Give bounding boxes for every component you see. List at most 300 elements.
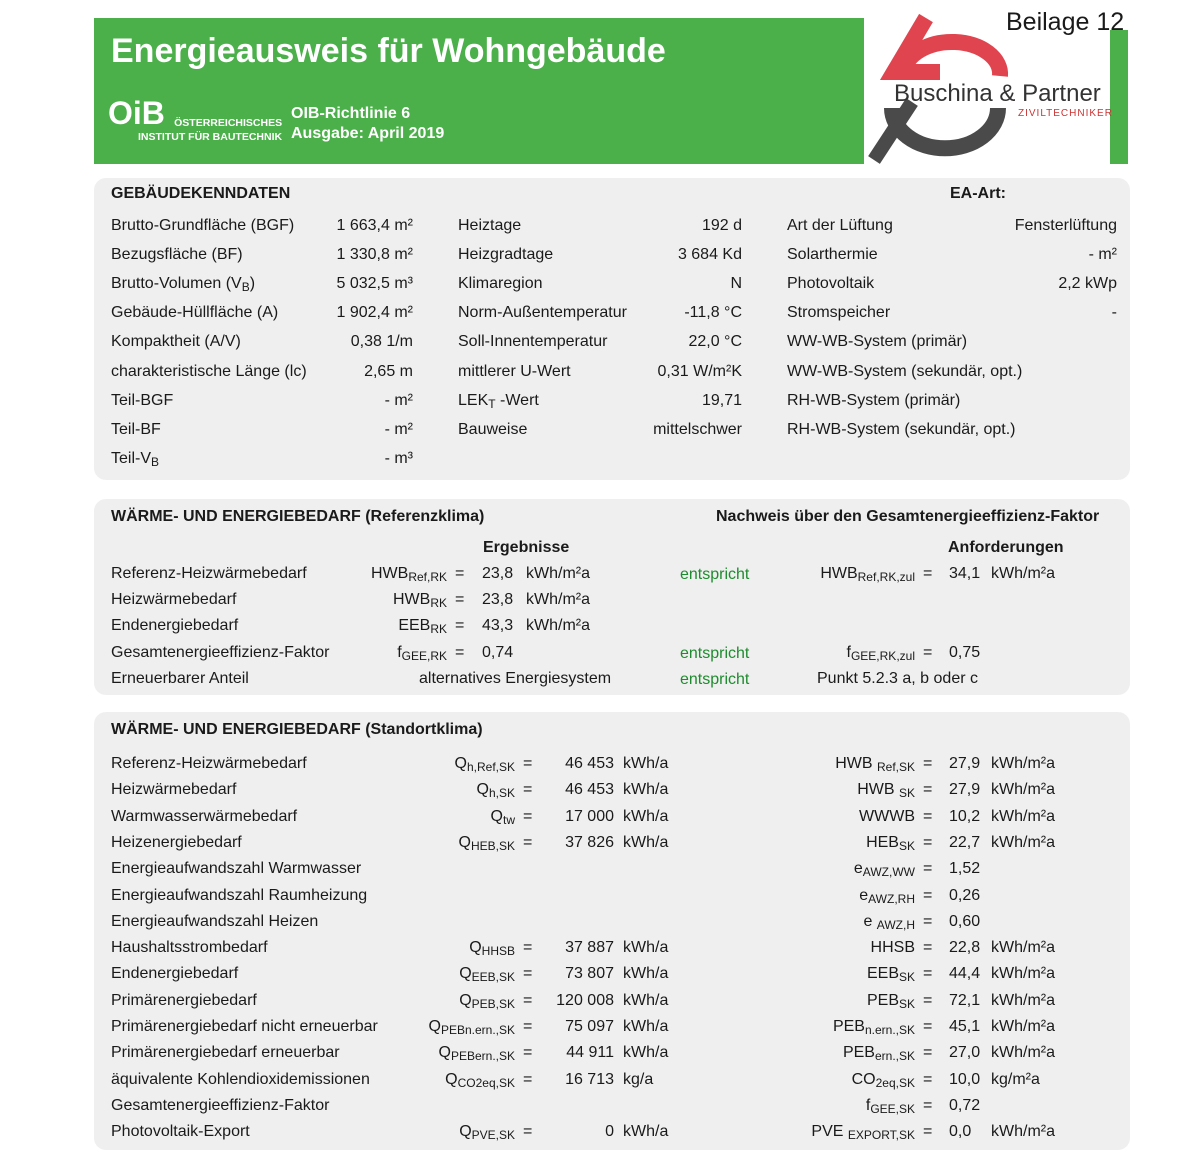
site-row-label: Primärenergiebedarf xyxy=(111,992,257,1009)
site-row-equals: = xyxy=(523,965,533,982)
label-text: mittlerer U-Wert xyxy=(458,363,571,380)
ref-row-value: 23,8 xyxy=(482,565,514,582)
symbol-text: Q xyxy=(490,808,503,825)
symbol-subscript: RK xyxy=(430,596,447,610)
site-row-symbol xyxy=(477,781,515,800)
building-col2-label xyxy=(458,333,607,351)
label-text: Stromspeicher xyxy=(787,304,891,321)
site-row-req-symbol xyxy=(833,1018,915,1037)
symbol-text: HWB xyxy=(393,591,431,608)
symbol-text: CO xyxy=(851,1071,876,1088)
site-row-label: Primärenergiebedarf nicht erneuerbar xyxy=(111,1018,378,1035)
site-row-value: 44 911 xyxy=(566,1044,614,1061)
site-row-label: Photovoltaik-Export xyxy=(111,1123,250,1140)
symbol-text: e xyxy=(859,887,869,904)
label-text: Heizgradtage xyxy=(458,246,554,263)
symbol-text: f xyxy=(397,644,402,661)
building-col2-label xyxy=(458,421,527,439)
ref-row-equals: = xyxy=(455,644,465,661)
site-row-symbol xyxy=(445,1071,515,1090)
symbol-text: Q xyxy=(476,781,489,798)
label-suffix: -Wert xyxy=(495,392,539,409)
label-text: Norm-Außentemperatur xyxy=(458,304,627,321)
symbol-text: HEB xyxy=(866,834,899,851)
site-row-equals: = xyxy=(523,1018,533,1035)
site-row-req-equals: = xyxy=(923,860,933,877)
building-col2-label xyxy=(458,392,539,411)
symbol-text: PEB xyxy=(866,992,899,1009)
site-row-req-equals: = xyxy=(923,887,933,904)
symbol-subscript: tw xyxy=(503,813,515,827)
site-row-req-value: 22,8 xyxy=(949,939,981,956)
building-col1-label xyxy=(111,363,307,381)
symbol-subscript: h,Ref,SK xyxy=(466,760,515,774)
site-row-req-symbol xyxy=(843,1044,915,1063)
site-row-label: Energieaufwandszahl Raumheizung xyxy=(111,887,368,904)
building-col1-value: - m² xyxy=(384,392,413,409)
site-row-label: äquivalente Kohlendioxidemissionen xyxy=(111,1071,370,1088)
site-row-symbol xyxy=(469,939,515,958)
symbol-text: f xyxy=(846,644,851,661)
site-row-symbol xyxy=(459,965,515,984)
site-row-req-symbol xyxy=(871,939,915,958)
site-row-req-value: 72,1 xyxy=(949,992,981,1009)
ref-row-req-value: 0,75 xyxy=(949,644,981,661)
symbol-text: Q xyxy=(459,992,472,1009)
label-text: Photovoltaik xyxy=(787,275,875,292)
symbol-text: Q xyxy=(454,755,467,772)
symbol-text: EEB xyxy=(398,617,431,634)
symbol-text: WWWB xyxy=(859,808,915,825)
building-col3-label xyxy=(787,246,878,264)
site-row-unit: kWh/a xyxy=(623,834,669,851)
site-row-unit: kWh/a xyxy=(623,965,669,982)
site-row-symbol xyxy=(429,1018,516,1037)
label-text: Teil-BGF xyxy=(111,392,174,409)
site-row-req-unit: kWh/m²a xyxy=(991,808,1055,825)
building-col1-label xyxy=(111,421,161,439)
site-row-req-equals: = xyxy=(923,834,933,851)
label-text: Brutto-Volumen (V xyxy=(111,275,242,292)
guideline-edition: Ausgabe: April 2019 xyxy=(291,125,445,142)
building-col2-value: 19,71 xyxy=(701,392,742,409)
site-row-equals: = xyxy=(523,939,533,956)
site-row-req-equals: = xyxy=(923,755,933,772)
site-row-equals: = xyxy=(523,1071,533,1088)
site-row-req-symbol xyxy=(863,913,915,932)
ref-row-status: entspricht xyxy=(680,645,750,662)
ref-row-label: Endenergiebedarf xyxy=(111,617,239,634)
site-row-req-equals: = xyxy=(923,781,933,798)
symbol-text: Q xyxy=(459,1123,472,1140)
site-row-equals: = xyxy=(523,834,533,851)
building-col3-value: - m² xyxy=(1088,246,1117,263)
site-row-unit: kg/a xyxy=(623,1071,654,1088)
label-text: Soll-Innentemperatur xyxy=(458,333,608,350)
site-row-unit: kWh/a xyxy=(623,992,669,1009)
symbol-subscript: h,SK xyxy=(488,786,515,800)
label-suffix: ) xyxy=(249,275,256,292)
site-row-req-symbol xyxy=(866,1097,915,1116)
site-row-value: 73 807 xyxy=(565,965,614,982)
site-row-req-symbol xyxy=(835,755,915,774)
building-col1-label xyxy=(111,304,278,322)
ref-row-req-symbol xyxy=(820,565,915,584)
ref-row-status: entspricht xyxy=(680,566,750,583)
building-col1-label xyxy=(111,392,173,410)
label-text: RH-WB-System (primär) xyxy=(787,392,961,409)
guideline-info xyxy=(291,104,444,144)
symbol-subscript: n.ern.,SK xyxy=(864,1023,915,1037)
building-col3-value: - xyxy=(1111,304,1117,321)
symbol-subscript: AWZ,WW xyxy=(862,865,915,879)
site-row-req-unit: kWh/m²a xyxy=(991,834,1055,851)
label-text: Solarthermie xyxy=(787,246,878,263)
symbol-subscript: SK xyxy=(898,786,915,800)
symbol-text: Q xyxy=(469,939,482,956)
site-row-req-unit: kWh/m²a xyxy=(991,965,1055,982)
symbol-subscript: EEB,SK xyxy=(471,970,515,984)
label-subscript: B xyxy=(241,280,250,294)
site-row-symbol xyxy=(459,1123,515,1142)
symbol-text: HWB xyxy=(857,781,899,798)
site-row-label: Endenergiebedarf xyxy=(111,965,239,982)
oib-institute xyxy=(138,116,282,144)
building-col1-value: 1 902,4 m² xyxy=(336,304,413,321)
ref-row-req-equals: = xyxy=(923,565,933,582)
site-row-req-equals: = xyxy=(923,939,933,956)
building-col2-label xyxy=(458,363,571,381)
symbol-subscript: SK xyxy=(898,839,915,853)
label-text: Heiztage xyxy=(458,217,522,234)
ref-row-req-symbol xyxy=(847,644,915,663)
site-row-req-value: 0,26 xyxy=(949,887,981,904)
site-row-req-equals: = xyxy=(923,1018,933,1035)
guideline-name: OIB-Richtlinie 6 xyxy=(291,105,411,122)
site-row-label: Haushaltsstrombedarf xyxy=(111,939,268,956)
building-col2-value: mittelschwer xyxy=(653,421,742,438)
ref-row-symbol xyxy=(393,591,447,610)
page-title: Energieausweis für Wohngebäude xyxy=(111,32,666,70)
site-row-value: 37 826 xyxy=(565,834,614,851)
requirements-heading: Anforderungen xyxy=(948,539,1064,556)
symbol-subscript: RK xyxy=(430,622,447,636)
building-col1-label xyxy=(111,450,159,469)
ea-type-label: EA-Art: xyxy=(950,185,1006,202)
site-row-label: Referenz-Heizwärmebedarf xyxy=(111,755,307,772)
building-col3-label xyxy=(787,217,893,235)
site-row-req-unit: kWh/m²a xyxy=(991,1018,1055,1035)
building-col1-value: 0,38 1/m xyxy=(350,333,413,350)
building-col3-label xyxy=(787,333,967,351)
symbol-subscript: 2eq,SK xyxy=(875,1076,915,1090)
site-row-req-symbol xyxy=(859,808,915,827)
renewable-status: entspricht xyxy=(680,671,750,688)
site-row-label: Gesamtenergieeffizienz-Faktor xyxy=(111,1097,330,1114)
symbol-subscript: AWZ,RH xyxy=(868,892,915,906)
symbol-text: HHSB xyxy=(870,939,915,956)
building-col3-label xyxy=(787,392,960,410)
reference-climate-panel xyxy=(94,499,1130,695)
building-col3-label xyxy=(787,363,1022,381)
site-row-req-unit: kWh/m²a xyxy=(991,755,1055,772)
oib-line1: ÖSTERREICHISCHES xyxy=(174,117,283,129)
site-row-unit: kWh/a xyxy=(623,939,669,956)
site-row-label: Energieaufwandszahl Heizen xyxy=(111,913,319,930)
label-text: WW-WB-System (sekundär, opt.) xyxy=(787,363,1023,380)
gee-proof-heading: Nachweis über den Gesamtenergieeffizienz-Faktor xyxy=(716,508,1100,525)
site-row-unit: kWh/a xyxy=(623,1123,669,1140)
site-row-symbol xyxy=(459,992,515,1011)
ref-row-value: 0,74 xyxy=(482,644,514,661)
site-row-req-value: 1,52 xyxy=(949,860,981,877)
oib-logo-text: OiB xyxy=(108,96,165,130)
site-row-unit: kWh/a xyxy=(623,1044,669,1061)
symbol-subscript: Ref,RK xyxy=(408,570,447,584)
label-text: Bezugsfläche (BF) xyxy=(111,246,243,263)
building-col1-value: 1 663,4 m² xyxy=(336,217,413,234)
building-col1-value: - m² xyxy=(384,421,413,438)
ref-row-value: 23,8 xyxy=(482,591,514,608)
building-col2-value: 22,0 °C xyxy=(688,333,742,350)
results-heading: Ergebnisse xyxy=(483,539,570,556)
site-row-req-unit: kWh/m²a xyxy=(991,781,1055,798)
site-row-req-equals: = xyxy=(923,992,933,1009)
site-row-req-value: 10,2 xyxy=(949,808,981,825)
site-row-unit: kWh/a xyxy=(623,781,669,798)
site-row-symbol xyxy=(455,755,515,774)
site-row-req-equals: = xyxy=(923,1123,933,1140)
site-row-label: Energieaufwandszahl Warmwasser xyxy=(111,860,362,877)
ref-row-value: 43,3 xyxy=(482,617,514,634)
ref-row-unit: kWh/m²a xyxy=(526,591,590,608)
site-row-req-value: 10,0 xyxy=(949,1071,981,1088)
symbol-text: EEB xyxy=(866,965,899,982)
ref-row-symbol xyxy=(371,565,447,584)
site-row-req-equals: = xyxy=(923,913,933,930)
label-subscript: T xyxy=(488,397,496,411)
site-row-req-symbol xyxy=(811,1123,915,1142)
site-row-symbol xyxy=(491,808,515,827)
symbol-subscript: PEB,SK xyxy=(471,997,515,1011)
site-row-req-symbol xyxy=(852,1071,915,1090)
site-row-req-equals: = xyxy=(923,1044,933,1061)
site-row-value: 37 887 xyxy=(565,939,614,956)
renewable-text: alternatives Energiesystem xyxy=(419,670,612,687)
site-row-req-equals: = xyxy=(923,1097,933,1114)
site-row-req-unit: kWh/m²a xyxy=(991,992,1055,1009)
site-row-req-symbol xyxy=(866,834,915,853)
building-col2-value: 0,31 W/m²K xyxy=(657,363,742,380)
site-row-label: Warmwasserwärmebedarf xyxy=(111,808,298,825)
site-row-req-value: 27,9 xyxy=(949,755,981,772)
site-heading: WÄRME- UND ENERGIEBEDARF (Standortklima) xyxy=(111,721,483,738)
site-row-req-equals: = xyxy=(923,1071,933,1088)
symbol-subscript: Ref,SK xyxy=(876,760,915,774)
symbol-subscript: Ref,RK,zul xyxy=(857,570,915,584)
label-subscript: B xyxy=(151,455,160,469)
site-row-req-value: 0,72 xyxy=(949,1097,981,1114)
header-banner xyxy=(94,18,864,164)
symbol-text: Q xyxy=(445,1071,458,1088)
building-col3-label xyxy=(787,275,874,293)
symbol-subscript: GEE,SK xyxy=(870,1102,915,1116)
symbol-subscript: PVE,SK xyxy=(471,1128,515,1142)
symbol-text: e xyxy=(853,860,863,877)
symbol-text: Q xyxy=(438,1044,451,1061)
building-col1-value: 5 032,5 m³ xyxy=(336,275,413,292)
symbol-text: f xyxy=(865,1097,871,1114)
building-col1-label xyxy=(111,217,294,235)
building-col2-value: 3 684 Kd xyxy=(677,246,742,263)
label-text: RH-WB-System (sekundär, opt.) xyxy=(787,421,1016,438)
symbol-text: PEB xyxy=(832,1018,865,1035)
building-col1-value: 2,65 m xyxy=(364,363,413,380)
site-row-equals: = xyxy=(523,755,533,772)
symbol-subscript: SK xyxy=(898,970,915,984)
site-row-req-value: 0,0 xyxy=(949,1123,972,1140)
label-text: Bauweise xyxy=(458,421,528,438)
label-text: WW-WB-System (primär) xyxy=(787,333,968,350)
site-row-req-equals: = xyxy=(923,808,933,825)
building-col2-value: -11,8 °C xyxy=(684,304,742,321)
site-row-req-value: 44,4 xyxy=(949,965,981,982)
building-col2-label xyxy=(458,246,553,264)
renewable-label: Erneuerbarer Anteil xyxy=(111,670,249,687)
building-col1-label xyxy=(111,246,243,264)
symbol-text: PEB xyxy=(842,1044,875,1061)
site-row-label: Heizwärmebedarf xyxy=(111,781,237,798)
company-name: Buschina & Partner xyxy=(894,80,1101,107)
label-text: Kompaktheit (A/V) xyxy=(111,333,241,350)
site-row-value: 75 097 xyxy=(565,1018,614,1035)
symbol-subscript: ern.,SK xyxy=(874,1049,915,1063)
site-row-equals: = xyxy=(523,808,533,825)
ref-row-req-unit: kWh/m²a xyxy=(991,565,1055,582)
site-row-equals: = xyxy=(523,1123,533,1140)
building-col1-label xyxy=(111,333,241,351)
symbol-subscript: HEB,SK xyxy=(470,839,515,853)
site-row-value: 0 xyxy=(605,1123,614,1140)
site-row-req-value: 45,1 xyxy=(949,1018,981,1035)
site-row-req-unit: kWh/m²a xyxy=(991,1123,1055,1140)
symbol-text: HWB xyxy=(835,755,877,772)
building-col3-label xyxy=(787,421,1016,439)
site-row-unit: kWh/a xyxy=(623,808,669,825)
symbol-text: HWB xyxy=(820,565,858,582)
building-col1-value: 1 330,8 m² xyxy=(336,246,413,263)
building-col1-value: - m³ xyxy=(384,450,413,467)
building-col2-label xyxy=(458,275,542,293)
attachment-label: Beilage 12 xyxy=(1006,8,1125,36)
building-col3-value: Fensterlüftung xyxy=(1014,217,1117,234)
building-col3-value: 2,2 kWp xyxy=(1058,275,1117,292)
symbol-text: HWB xyxy=(370,565,409,582)
site-row-unit: kWh/a xyxy=(623,1018,669,1035)
label-text: Gebäude-Hüllfläche (A) xyxy=(111,304,279,321)
building-col2-label xyxy=(458,217,521,235)
label-text: Teil-V xyxy=(111,450,152,467)
site-row-req-symbol xyxy=(854,860,915,879)
site-row-label: Heizenergiebedarf xyxy=(111,834,242,851)
building-col2-value: N xyxy=(730,275,742,292)
site-row-label: Primärenergiebedarf erneuerbar xyxy=(111,1044,340,1061)
label-text: Brutto-Grundfläche (BGF) xyxy=(111,217,295,234)
symbol-text: Q xyxy=(458,834,471,851)
site-row-req-unit: kWh/m²a xyxy=(991,939,1055,956)
reference-heading: WÄRME- UND ENERGIEBEDARF (Referenzklima) xyxy=(111,508,485,525)
ref-row-equals: = xyxy=(455,617,465,634)
site-row-value: 16 713 xyxy=(565,1071,614,1088)
ref-row-label: Gesamtenergieeffizienz-Faktor xyxy=(111,644,330,661)
site-row-req-value: 22,7 xyxy=(949,834,981,851)
building-col3-label xyxy=(787,304,890,322)
ref-row-unit: kWh/m²a xyxy=(526,617,590,634)
site-row-value: 46 453 xyxy=(565,781,614,798)
ref-row-symbol xyxy=(397,644,447,663)
label-text: Art der Lüftung xyxy=(787,217,893,234)
symbol-subscript: CO2eq,SK xyxy=(457,1076,515,1090)
label-text: charakteristische Länge (lc) xyxy=(111,363,307,380)
ref-row-unit: kWh/m²a xyxy=(526,565,590,582)
symbol-subscript: GEE,RK xyxy=(401,649,447,663)
site-row-equals: = xyxy=(523,781,533,798)
site-row-symbol xyxy=(439,1044,515,1063)
symbol-text: PVE xyxy=(811,1123,848,1140)
site-row-equals: = xyxy=(523,992,533,1009)
ref-row-equals: = xyxy=(455,591,465,608)
renewable-requirement: Punkt 5.2.3 a, b oder c xyxy=(817,670,978,687)
symbol-text: e xyxy=(863,913,877,930)
symbol-subscript: GEE,RK,zul xyxy=(850,649,915,663)
ref-row-req-equals: = xyxy=(923,644,933,661)
building-col2-value: 192 d xyxy=(701,217,742,234)
site-row-req-unit: kWh/m²a xyxy=(991,1044,1055,1061)
building-col1-label xyxy=(111,275,255,294)
site-row-req-value: 27,9 xyxy=(949,781,981,798)
site-row-value: 120 008 xyxy=(556,992,614,1009)
site-row-req-unit: kg/m²a xyxy=(991,1071,1040,1088)
ref-row-label: Referenz-Heizwärmebedarf xyxy=(111,565,307,582)
ref-row-symbol xyxy=(398,617,447,636)
symbol-text: Q xyxy=(459,965,472,982)
site-row-req-symbol xyxy=(867,992,915,1011)
symbol-subscript: EXPORT,SK xyxy=(847,1128,915,1142)
symbol-subscript: SK xyxy=(898,997,915,1011)
ref-row-equals: = xyxy=(455,565,465,582)
site-row-req-value: 0,60 xyxy=(949,913,981,930)
ref-row-req-value: 34,1 xyxy=(949,565,981,582)
site-row-req-equals: = xyxy=(923,965,933,982)
symbol-subscript: HHSB xyxy=(481,944,515,958)
site-row-value: 17 000 xyxy=(565,808,614,825)
site-row-req-symbol xyxy=(857,781,915,800)
label-text: LEK xyxy=(458,392,489,409)
site-row-value: 46 453 xyxy=(565,755,614,772)
ref-row-label: Heizwärmebedarf xyxy=(111,591,237,608)
label-text: Klimaregion xyxy=(458,275,543,292)
site-row-req-symbol xyxy=(859,887,915,906)
building-col2-label xyxy=(458,304,627,322)
symbol-text: Q xyxy=(428,1018,441,1035)
symbol-subscript: PEBn.ern.,SK xyxy=(440,1023,515,1037)
company-tagline: ZIVILTECHNIKER xyxy=(1018,108,1113,119)
site-row-req-symbol xyxy=(867,965,915,984)
symbol-subscript: PEBern.,SK xyxy=(450,1049,515,1063)
site-row-symbol xyxy=(459,834,515,853)
company-logo xyxy=(864,0,1200,170)
symbol-subscript: AWZ,H xyxy=(876,918,915,932)
